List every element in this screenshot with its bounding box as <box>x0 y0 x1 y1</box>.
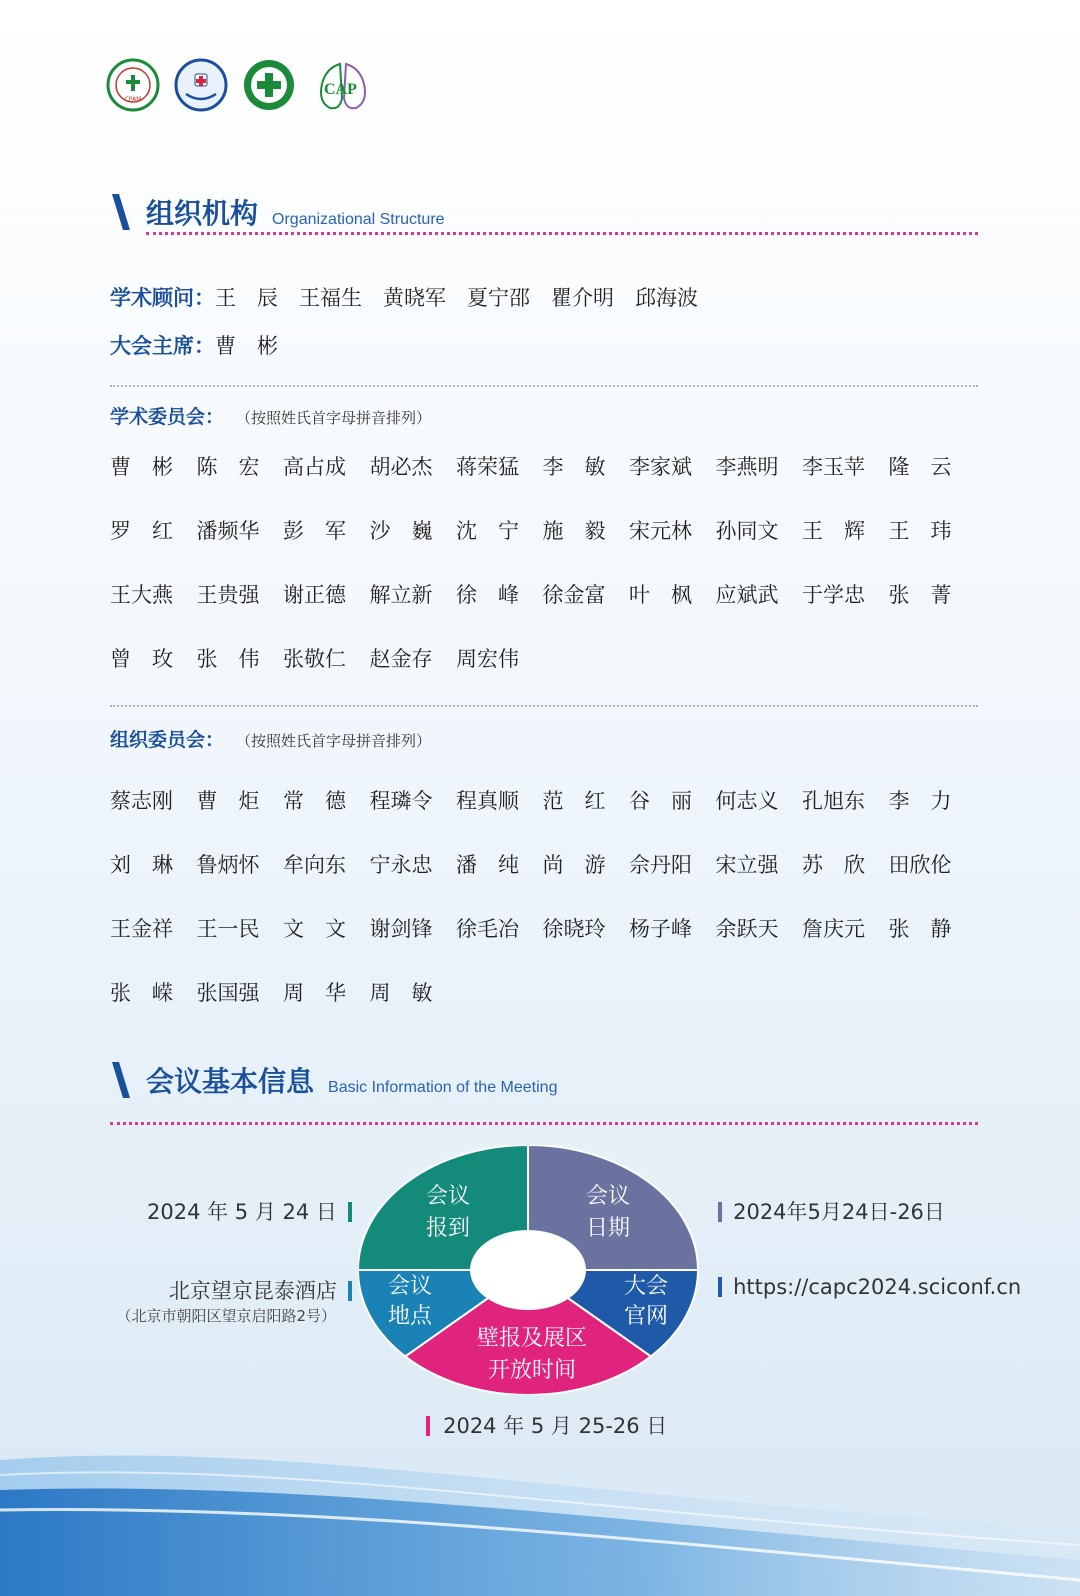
red-cross-logo-icon <box>174 58 228 112</box>
member-name: 苏 欣 <box>802 853 865 877</box>
marker-bar <box>348 1202 352 1222</box>
member-name: 潘 纯 <box>456 853 519 877</box>
organizing-committee-heading <box>110 725 431 752</box>
chair-line <box>110 330 278 360</box>
member-name: 王 玮 <box>888 519 952 543</box>
chair-names: 曹 彬 <box>215 334 278 358</box>
member-name: 孔旭东 <box>802 789 865 813</box>
member-name: 周 华 <box>283 981 346 1005</box>
member-name: 蔡志刚 <box>110 789 173 813</box>
slash-icon <box>110 192 132 232</box>
diagram-center <box>470 1230 586 1310</box>
exhibit-dates: 2024 年 5 月 25-26 日 <box>443 1414 668 1438</box>
member-name: 宋元林 <box>629 519 692 543</box>
org-section-title: 组织机构 <box>146 197 259 230</box>
member-name: 张 静 <box>888 917 952 941</box>
divider <box>110 385 978 387</box>
member-name: 程真顺 <box>456 789 519 813</box>
member-name: 李 敏 <box>542 455 606 479</box>
segment-label: 日期 <box>585 1216 631 1241</box>
checkin-date: 2024 年 5 月 24 日 <box>147 1200 337 1224</box>
segment-label: 开放时间 <box>487 1358 577 1383</box>
member-name: 余跃天 <box>715 917 779 941</box>
member-name: 沈 宁 <box>456 519 519 543</box>
organizing-committee-note: （按照姓氏首字母拼音排列） <box>236 732 432 750</box>
organizing-committee-list <box>110 788 980 1007</box>
decorative-waves <box>0 1420 1080 1596</box>
member-name: 何志义 <box>715 789 779 813</box>
venue-info <box>116 1275 352 1326</box>
segment-label: 大会 <box>623 1274 669 1299</box>
member-name: 李燕明 <box>715 455 779 479</box>
member-name: 隆 云 <box>888 455 952 479</box>
advisors-names: 王 辰 王福生 黄晓军 夏宁邵 瞿介明 邱海波 <box>215 286 698 310</box>
svg-text:CAP: CAP <box>324 81 357 98</box>
marker-bar <box>718 1277 722 1297</box>
member-name: 王大燕 <box>110 583 173 607</box>
member-name: 施 毅 <box>542 519 606 543</box>
member-name: 曹 彬 <box>110 455 173 479</box>
academic-committee-list <box>110 454 980 673</box>
segment-label: 会议 <box>585 1184 631 1209</box>
member-name: 陈 宏 <box>196 455 260 479</box>
member-name: 范 红 <box>542 789 606 813</box>
member-name: 王一民 <box>196 917 260 941</box>
segment-label: 会议 <box>387 1274 433 1299</box>
academic-committee-note: （按照姓氏首字母拼音排列） <box>236 409 432 427</box>
member-name: 尚 游 <box>542 853 606 877</box>
member-name: 于学忠 <box>802 583 865 607</box>
member-name: 徐毛冶 <box>456 917 519 941</box>
member-name: 李 力 <box>888 789 952 813</box>
member-name: 叶 枫 <box>629 583 692 607</box>
member-name: 李玉苹 <box>802 455 865 479</box>
member-name: 王贵强 <box>196 583 260 607</box>
meeting-section-heading <box>110 1060 557 1100</box>
website-info <box>718 1275 1021 1299</box>
member-name: 谷 丽 <box>629 789 692 813</box>
divider <box>110 705 978 707</box>
venue-address: （北京市朝阳区望京启阳路2号） <box>116 1307 336 1325</box>
member-name: 宁永忠 <box>369 853 433 877</box>
member-name: 赵金存 <box>369 647 433 671</box>
cpam-logo-icon <box>106 58 160 112</box>
member-name: 佘丹阳 <box>629 853 692 877</box>
member-name: 胡必杰 <box>369 455 433 479</box>
segment-label: 会议 <box>425 1184 471 1209</box>
logo-row <box>106 58 376 112</box>
section-divider <box>146 232 978 235</box>
member-name: 曾 玫 <box>110 647 173 671</box>
member-name: 李家斌 <box>629 455 692 479</box>
member-name: 文 文 <box>283 917 346 941</box>
member-name: 高占成 <box>283 455 346 479</box>
org-section-subtitle: Organizational Structure <box>272 211 445 228</box>
member-name: 鲁炳怀 <box>196 853 260 877</box>
member-name: 彭 军 <box>283 519 346 543</box>
member-name: 张敬仁 <box>283 647 346 671</box>
segment-label: 报到 <box>425 1216 471 1241</box>
segment-label: 官网 <box>623 1304 669 1329</box>
member-name: 杨子峰 <box>629 917 692 941</box>
member-name: 王金祥 <box>110 917 173 941</box>
checkin-date-info <box>147 1196 352 1226</box>
meeting-section-subtitle: Basic Information of the Meeting <box>328 1079 558 1096</box>
segment-label: 地点 <box>387 1304 433 1329</box>
member-name: 常 德 <box>283 789 346 813</box>
capc-lung-logo-icon <box>310 58 376 112</box>
member-name: 罗 红 <box>110 519 173 543</box>
svg-text:CPAM: CPAM <box>124 96 142 103</box>
organizing-committee-title: 组织委员会： <box>110 729 225 751</box>
member-name: 刘 琳 <box>110 853 173 877</box>
chair-label: 大会主席： <box>110 334 215 358</box>
member-name: 应斌武 <box>715 583 779 607</box>
member-name: 周宏伟 <box>456 647 519 671</box>
academic-committee-heading <box>110 402 431 429</box>
member-name: 蒋荣猛 <box>456 455 519 479</box>
member-name: 张国强 <box>196 981 260 1005</box>
member-name: 沙 巍 <box>369 519 433 543</box>
green-cross-logo-icon <box>242 58 296 112</box>
member-name: 解立新 <box>369 583 433 607</box>
marker-bar <box>348 1281 352 1301</box>
member-name: 张 菁 <box>888 583 952 607</box>
advisors-label: 学术顾问： <box>110 286 215 310</box>
member-name: 徐 峰 <box>456 583 519 607</box>
member-name: 孙同文 <box>715 519 779 543</box>
member-name: 潘频华 <box>196 519 260 543</box>
member-name: 宋立强 <box>715 853 779 877</box>
member-name: 田欣伦 <box>888 853 952 877</box>
member-name: 谢剑锋 <box>369 917 433 941</box>
section-divider <box>110 1122 978 1125</box>
slash-icon <box>110 1060 132 1100</box>
member-name: 张 嵘 <box>110 981 173 1005</box>
member-name: 徐晓玲 <box>542 917 606 941</box>
member-name: 徐金富 <box>542 583 606 607</box>
member-name: 谢正德 <box>283 583 346 607</box>
website-link[interactable]: https://capc2024.sciconf.cn <box>733 1275 1022 1299</box>
venue-name: 北京望京昆泰酒店 <box>168 1279 337 1303</box>
segment-label: 壁报及展区 <box>476 1326 588 1351</box>
member-name: 周 敏 <box>369 981 433 1005</box>
meeting-section-title: 会议基本信息 <box>146 1065 315 1098</box>
member-name: 程璘令 <box>369 789 433 813</box>
academic-committee-title: 学术委员会： <box>110 406 225 428</box>
org-section-heading <box>110 192 445 232</box>
member-name: 王 辉 <box>802 519 865 543</box>
meeting-dates-info <box>718 1196 945 1226</box>
marker-bar <box>718 1202 722 1222</box>
meeting-dates: 2024年5月24日-26日 <box>733 1200 945 1224</box>
member-name: 牟向东 <box>283 853 346 877</box>
member-name: 詹庆元 <box>802 917 865 941</box>
member-name: 曹 炬 <box>196 789 260 813</box>
meeting-info-diagram <box>358 1145 708 1395</box>
member-name: 张 伟 <box>196 647 260 671</box>
advisors-line <box>110 282 698 312</box>
